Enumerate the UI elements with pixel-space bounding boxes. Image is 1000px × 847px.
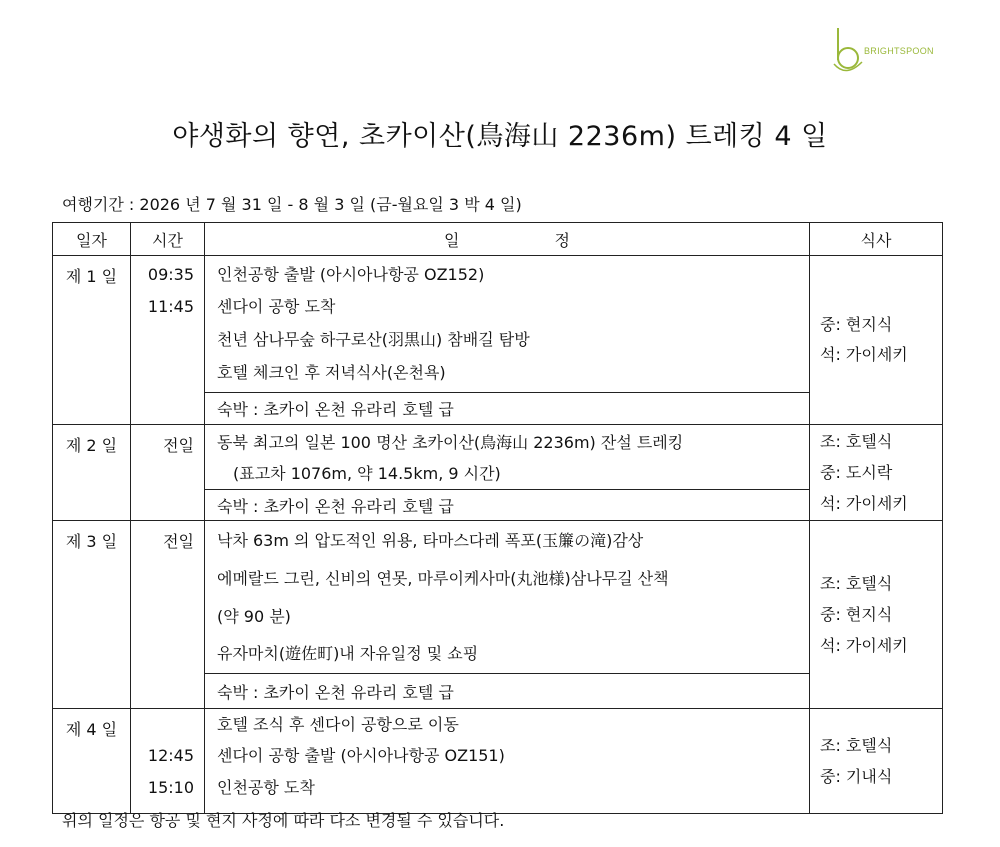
disclaimer-note: 위의 일정은 항공 및 현지 사정에 따라 다소 변경될 수 있습니다. (62, 811, 505, 830)
travel-period: 여행기간 : 2026 년 7 월 31 일 - 8 월 3 일 (금-월요일 3 박 4 일) (62, 195, 522, 214)
activity-line: 동북 최고의 일본 100 명산 초카이산(鳥海山 2236m) 잔설 트레킹 (217, 433, 684, 452)
day-cell: 제 1 일 (53, 256, 131, 425)
spoon-logo-icon (832, 26, 866, 74)
activity-line: (약 90 분) (217, 607, 291, 626)
meal-line: 석: 가이세키 (820, 345, 908, 364)
table-header-row (53, 223, 943, 256)
table-row (53, 709, 943, 814)
time-cell (131, 425, 205, 521)
activity-line: 센다이 공항 도착 (217, 297, 336, 316)
lodging-cell: 숙박 : 초카이 온천 유라리 호텔 급 (205, 674, 810, 709)
table-row (53, 425, 943, 490)
meal-line: 중: 도시락 (820, 463, 893, 482)
time-value: 12:45 (147, 746, 194, 765)
time-value: 11:45 (147, 297, 194, 316)
time-cell (131, 709, 205, 814)
meal-line: 석: 가이세키 (820, 636, 908, 655)
time-cell (131, 256, 205, 425)
day-cell: 제 4 일 (53, 709, 131, 814)
activity-line: (표고차 1076m, 약 14.5km, 9 시간) (233, 464, 501, 483)
meal-line: 중: 현지식 (820, 315, 893, 334)
activity-cell (205, 256, 810, 393)
activity-line: 유자마치(遊佐町)내 자유일정 및 쇼핑 (217, 644, 479, 663)
time-value: 전일 (163, 436, 194, 455)
time-value: 전일 (163, 532, 194, 551)
activity-cell (205, 709, 810, 814)
logo-text: BRIGHTSPOON (864, 46, 934, 56)
meal-line: 조: 호텔식 (820, 735, 893, 755)
page-title: 야생화의 향연, 초카이산(鳥海山 2236m) 트레킹 4 일 (172, 121, 828, 152)
meal-cell (810, 521, 943, 709)
activity-line: 에메랄드 그린, 신비의 연못, 마루이케사마(丸池様)삼나무길 산책 (217, 569, 669, 588)
lodging-cell: 숙박 : 초카이 온천 유라리 호텔 급 (205, 393, 810, 425)
header-meals: 식사 (810, 223, 943, 256)
activity-line: 천년 삼나무숲 하구로산(羽黒山) 참배길 탐방 (217, 330, 530, 349)
day-cell: 제 2 일 (53, 425, 131, 521)
meal-line: 중: 기내식 (820, 766, 893, 786)
meal-cell (810, 425, 943, 521)
table-row (53, 256, 943, 393)
brightspoon-logo (832, 26, 942, 76)
activity-cell (205, 521, 810, 674)
time-value (131, 710, 194, 740)
activity-line: 센다이 공항 출발 (아시아나항공 OZ151) (217, 746, 505, 765)
header-day: 일자 (53, 223, 131, 256)
meal-line: 중: 현지식 (820, 605, 893, 624)
activity-cell (205, 425, 810, 490)
day-cell: 제 3 일 (53, 521, 131, 709)
itinerary-table (52, 222, 943, 814)
activity-line: 호텔 체크인 후 저녁식사(온천욕) (217, 363, 446, 382)
header-time: 시간 (131, 223, 205, 256)
meal-line: 조: 호텔식 (820, 574, 893, 593)
meal-cell (810, 256, 943, 425)
activity-line: 인천공항 도착 (217, 778, 315, 797)
table-row (53, 521, 943, 674)
time-cell (131, 521, 205, 709)
activity-line: 인천공항 출발 (아시아나항공 OZ152) (217, 265, 485, 284)
time-value: 09:35 (147, 265, 194, 284)
meal-line: 석: 가이세키 (820, 494, 908, 513)
meal-line: 조: 호텔식 (820, 432, 893, 451)
lodging-cell: 숙박 : 초카이 온천 유라리 호텔 급 (205, 490, 810, 521)
meal-cell (810, 709, 943, 814)
activity-line: 낙차 63m 의 압도적인 위용, 타마스다레 폭포(玉簾の滝)감상 (217, 531, 644, 550)
time-value: 15:10 (147, 778, 194, 797)
activity-line: 호텔 조식 후 센다이 공항으로 이동 (217, 715, 459, 734)
header-schedule: 일 정 (205, 223, 810, 256)
